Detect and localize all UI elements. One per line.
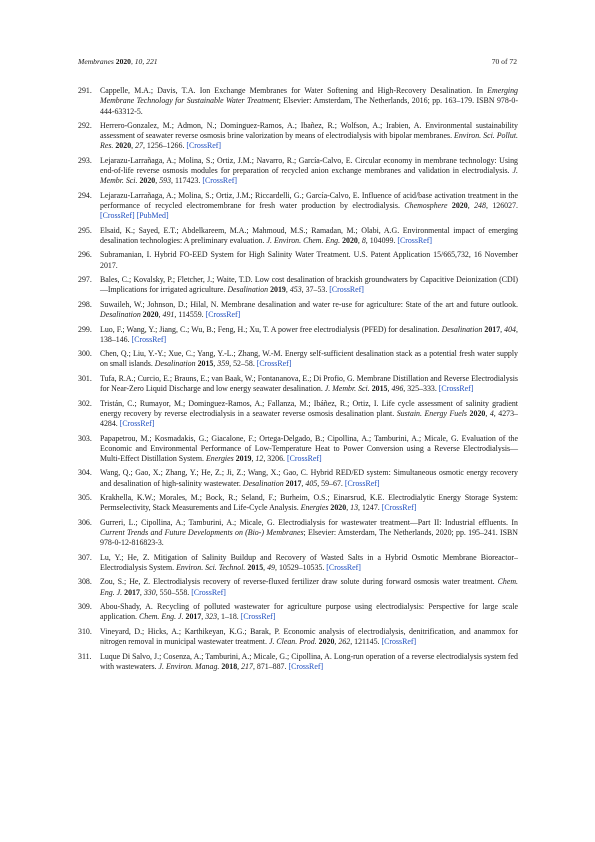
reference-item [78,493,518,514]
reference-italic-text: Desalination [242,478,284,488]
reference-number: 311. [78,651,92,661]
crossref-link[interactable]: [CrossRef] [326,563,361,572]
reference-text: , 871–887. [252,661,289,671]
reference-italic-text: J. Environ. Manag. [158,661,220,671]
reference-italic-text: 330 [143,587,156,597]
reference-item [78,553,518,574]
reference-year: 2019 [235,454,252,463]
reference-italic-text: J. Environ. Chem. Eng. [266,236,341,245]
crossref-link[interactable]: [CrossRef] [240,612,276,622]
reference-year: 2019 [270,285,286,295]
reference-item [78,468,518,489]
crossref-link[interactable]: [CrossRef] [397,236,432,245]
reference-item [78,434,518,465]
reference-text: Abou-Shady, A. Recycling of polluted wastewater for agriculture purpose using electrodialysis: Perspective for large scale application. [100,602,518,622]
reference-item [78,374,518,395]
reference-number: 295. [78,225,92,235]
reference-text: Vineyard, D.; Hicks, A.; Karthikeyan, K.G.; Barak, P. Economic analysis of electrodialysis, denitrification, and anammox for nitrogen removal in municipal wastewater treatment. [100,626,518,647]
reference-italic-text: 453 [289,285,302,295]
journal-name: Membranes [78,57,114,66]
crossref-link[interactable]: [CrossRef] [288,661,324,671]
reference-italic-text: Chemosphere [404,201,448,211]
reference-text: , [131,141,136,151]
reference-text: Lejarazu-Larrañaga, A.; Molina, S.; Ortiz, J.M.; Riccardelli, G.; García-Calvo, E. Influence of acid/base activation treatment in the performance of recycled electromembrane for fresh water production by electrodialysis. [100,190,518,211]
crossref-link[interactable]: [CrossRef] [256,359,292,369]
reference-item [78,602,518,623]
reference-number: 291. [78,86,92,95]
reference-italic-text: 12 [255,454,264,463]
reference-number: 292. [78,120,92,130]
reference-text: Suwaileh, W.; Johnson, D.; Hilal, N. Membrane desalination and water re-use for agriculture: State of the art and future outlook. [100,299,518,309]
reference-text: Lejarazu-Larrañaga, A.; Molina, S.; Ortiz, J.M.; Navarro, R.; García-Calvo, E. Circular economy in membrane technology: Using end-of-life reverse osmosis modules for preparation of recycled anion exchange membranes and validation in electrodialysis. [100,155,518,176]
reference-text: , 1247. [358,503,382,513]
reference-text: Zou, S.; He, Z. Electrodialysis recovery of reverse-fluxed fertilizer draw solute during forward osmosis water treatment. [100,577,498,587]
reference-year: 2020 [139,176,156,186]
reference-number: 310. [78,626,92,636]
reference-item [78,250,518,271]
reference-italic-text: Chem. Eng. J. [100,577,518,597]
crossref-link[interactable]: [CrossRef] [205,310,241,320]
page-number: 70 of 72 [491,57,517,66]
reference-item [78,349,518,370]
reference-text: , [139,587,144,597]
reference-text: , [263,563,268,572]
reference-italic-text: J. Membr. Sci. [100,166,518,186]
reference-italic-text: Environ. Sci. Technol. [176,563,246,572]
reference-italic-text: 323 [205,612,218,622]
reference-text: , 126027. [485,201,518,211]
reference-number: 306. [78,517,92,527]
reference-text: Tristán, C.; Rumayor, M.; Dominguez-Ramos, A.; Fallanza, M.; Ibáñez, R.; Ortiz, I. Life cycle assessment of salinity gradient energy recovery by reverse electrodialysis in a seawater reverse osmosis desalination plant. [100,398,518,418]
reference-number: 294. [78,190,92,200]
reference-item [78,518,518,549]
reference-item [78,226,518,247]
reference-item [78,300,518,321]
reference-text: Luo, F.; Wang, Y.; Jiang, C.; Wu, B.; Feng, H.; Xu, T. A power free electrodialysis (PFED) for desalination. [100,324,442,334]
reference-number: 301. [78,373,92,383]
reference-text: Luque Di Salvo, J.; Cosenza, A.; Tamburini, A.; Micale, G.; Cipollina, A. Long-run operation of a reverse electrodialysis system fed with wastewaters. [100,651,518,671]
reference-text: Chen, Q.; Liu, Y.-Y.; Xue, C.; Yang, Y.-L.; Zhang, W.-M. Energy self-sufficient desalination stack as a potential fresh water supply on small islands. [100,349,518,369]
journal-citation [78,57,158,69]
reference-number: 296. [78,250,92,260]
reference-year: 2015 [371,384,388,394]
crossref-link[interactable]: [CrossRef] [381,637,417,647]
crossref-link[interactable]: [CrossRef] [131,334,167,344]
reference-text: , 114559. [174,310,206,320]
reference-text: , [346,503,351,513]
crossref-link[interactable]: [CrossRef] [381,503,417,513]
reference-number: 293. [78,155,92,165]
reference-text: Tufa, R.A.; Curcio, E.; Brauns, E.; van Baak, W.; Fontananova, E.; Di Profio, G. Membrane Distillation and Reverse Electrodialysis for Near-Zero Liquid Discharge and low energy seawater desalination. [100,373,518,394]
reference-item [78,627,518,648]
reference-text: , 37–53. [301,285,330,295]
reference-year: 2017 [124,587,140,597]
reference-number: 302. [78,398,92,408]
reference-italic-text: 405 [305,478,318,488]
reference-text: , 550–558. [155,587,192,597]
reference-item [78,399,518,430]
reference-italic-text: Sustain. Energy Fuels [396,408,468,418]
reference-italic-text: 27 [135,141,143,151]
reference-list [78,86,518,676]
crossref-link[interactable]: [CrossRef] [202,176,237,186]
pubmed-link[interactable]: [PubMed] [136,211,169,221]
crossref-link[interactable]: [CrossRef] [329,285,364,295]
reference-item [78,275,518,296]
reference-text: , [357,236,362,245]
reference-italic-text: 359 [217,359,230,369]
reference-number: 303. [78,433,92,443]
reference-item [78,86,518,117]
reference-text: Herrero-Gonzalez, M.; Admon, N.; Dominguez-Ramos, A.; Ibañez, R.; Wolfson, A.; Irabien, A. Environmental sustainability assessment of seawater reverse osmosis brine valorization by means of electrodialysis with bipolar membranes. [100,120,518,141]
reference-item [78,325,518,346]
reference-italic-text: Desalination [227,285,269,295]
crossref-link[interactable]: [CrossRef] [100,211,135,221]
reference-text: , 3206. [263,454,287,463]
reference-text: , 1–18. [217,612,241,622]
reference-text: , [158,310,163,320]
reference-italic-text: Desalination [100,310,141,320]
reference-text: , [201,612,206,622]
reference-italic-text: Current Trends and Future Developments on (Bio-) Membranes [100,528,304,538]
reference-year: 2020 [330,503,347,513]
reference-text: Gurreri, L.; Cipollina, A.; Tamburini, A.; Micale, G. Electrodialysis for wastewater treatment—Part II: Industrial effluents. In [100,517,518,527]
crossref-link[interactable]: [CrossRef] [191,587,226,597]
reference-year: 2020 [451,201,468,211]
reference-year: 2020 [115,141,132,151]
reference-text: ; Elsevier: Amsterdam, The Netherlands, 2020; pp. 195–241. ISBN 978-0-12-816823-3. [100,528,518,548]
reference-italic-text: 496 [391,384,404,394]
reference-text: Bales, C.; Kovalsky, P.; Fletcher, J.; Waite, T.D. Low cost desalination of brackish groundwaters by Capacitive Deionization (CDI)—Implications for irrigated agriculture. [100,275,518,295]
reference-text: Lu, Y.; He, Z. Mitigation of Salinity Buildup and Recovery of Wasted Salts in a Hybrid Osmotic Membrane Bioreactor–Electrodialysis System. [100,552,518,572]
reference-text: , [155,176,160,186]
reference-text: , 121145. [350,637,382,647]
reference-item [78,156,518,187]
reference-italic-text: 491 [162,310,175,320]
reference-year: 2015 [247,563,264,572]
reference-italic-text: 4 [489,408,494,418]
reference-italic-text: 217 [241,661,253,671]
crossref-link[interactable]: [CrossRef] [344,478,380,488]
journal-year: 2020 [115,57,131,66]
reference-year: 2015 [197,359,214,369]
reference-year: 2020 [318,637,335,647]
reference-italic-text: 13 [350,503,359,513]
reference-italic-text: 404 [504,324,516,334]
reference-text: ; Elsevier: Amsterdam, The Netherlands, 2016; pp. 163–179. ISBN 978-0-444-63312-5. [100,96,518,116]
reference-number: 297. [78,275,92,285]
reference-number: 308. [78,577,92,587]
reference-text: , [213,359,218,369]
reference-text: , [500,324,505,334]
reference-number: 298. [78,299,92,309]
reference-text: , [251,454,256,463]
reference-italic-text: 49 [267,563,275,572]
reference-italic-text: Environ. Sci. Pollut. Res. [100,131,518,151]
reference-italic-text: Desalination [441,324,483,334]
reference-text: Subramanian, I. Hybrid FO-EED System for High Salinity Water Treatment. U.S. Patent Application 15/665,732, 16 November 2017. [100,250,518,270]
reference-number: 304. [78,468,92,478]
reference-text: , 59–67. [317,478,345,488]
reference-text: Krakhella, K.W.; Morales, M.; Bock, R.; Seland, F.; Burheim, O.S.; Einarsrud, K.E. Electrodialytic Energy Storage System: Permselectivity, Stack Measurements and Life-Cycle Analysis. [100,493,518,513]
page-header [78,57,517,69]
reference-text: , 1256–1266. [142,141,187,151]
reference-text: , [467,201,475,211]
reference-text: Elsaid, K.; Sayed, E.T.; Abdelkareem, M.A.; Mahmoud, M.S.; Ramadan, M.; Olabi, A.G. Environmental impact of emerging desalination technologies: A preliminary evaluation. [100,225,518,245]
reference-italic-text: 8 [361,236,366,245]
reference-italic-text: 248 [474,201,486,211]
reference-italic-text: Energies [300,503,329,513]
reference-italic-text: 593 [159,176,172,186]
reference-year: 2017 [185,612,202,622]
reference-text: , 138–146. [100,324,518,344]
reference-text: , [387,384,392,394]
crossref-link[interactable]: [CrossRef] [286,454,322,463]
reference-item [78,577,518,598]
reference-year: 2020 [142,310,159,320]
reference-text: , 117423. [171,176,203,186]
reference-text: , [285,285,290,295]
reference-italic-text: J. Membr. Sci. [324,384,370,394]
reference-italic-text: 262 [338,637,351,647]
reference-italic-text: Emerging Membrane Technology for Sustainable Water Treatment [100,86,518,106]
reference-number: 300. [78,349,92,359]
reference-item [78,121,518,152]
reference-italic-text: Chem. Eng. J. [139,612,184,622]
reference-item [78,652,518,673]
crossref-link[interactable]: [CrossRef] [186,141,222,151]
journal-volume: , 10, 221 [130,57,158,66]
reference-year: 2018 [221,661,238,671]
reference-number: 299. [78,324,92,334]
reference-text: Cappelle, M.A.; Davis, T.A. Ion Exchange Membranes for Water Softening and High-Recovery Desalination. In [100,86,488,95]
crossref-link[interactable]: [CrossRef] [438,384,474,394]
reference-text: Wang, Q.; Gao, X.; Zhang, Y.; He, Z.; Ji, Z.; Wang, X.; Gao, C. Hybrid RED/ED system: Simultaneous osmotic energy recovery and desalination of high-salinity wastewater. [100,468,518,488]
reference-italic-text: Energies [205,454,234,463]
reference-text: , [301,478,306,488]
reference-year: 2017 [484,324,501,334]
reference-text: , [237,661,242,671]
crossref-link[interactable]: [CrossRef] [119,419,155,429]
reference-text: , [334,637,339,647]
reference-italic-text: Desalination [154,359,196,369]
reference-number: 307. [78,552,92,562]
reference-text: , 325–333. [403,384,439,394]
reference-item [78,191,518,222]
reference-text: , 104099. [365,236,398,245]
reference-number: 309. [78,602,92,612]
reference-text: , 4273–4284. [100,408,518,429]
reference-year: 2020 [342,236,358,245]
reference-text: , 10529–10535. [275,563,327,572]
reference-italic-text: J. Clean. Prod. [268,637,317,647]
reference-year: 2020 [469,408,486,418]
reference-text: , [485,408,490,418]
reference-year: 2017 [285,478,302,488]
reference-text: Papapetrou, M.; Kosmadakis, G.; Giacalone, F.; Ortega-Delgado, B.; Cipollina, A.; Tamburini, A.; Micale, G. Evaluation of the Economic and Environmental Performance of Low-Temperature Heat to Power Conversion using a Reverse Electrodialysis—Multi-Effect Distillation System. [100,433,518,463]
reference-number: 305. [78,493,92,503]
reference-text: , 52–58. [229,359,257,369]
